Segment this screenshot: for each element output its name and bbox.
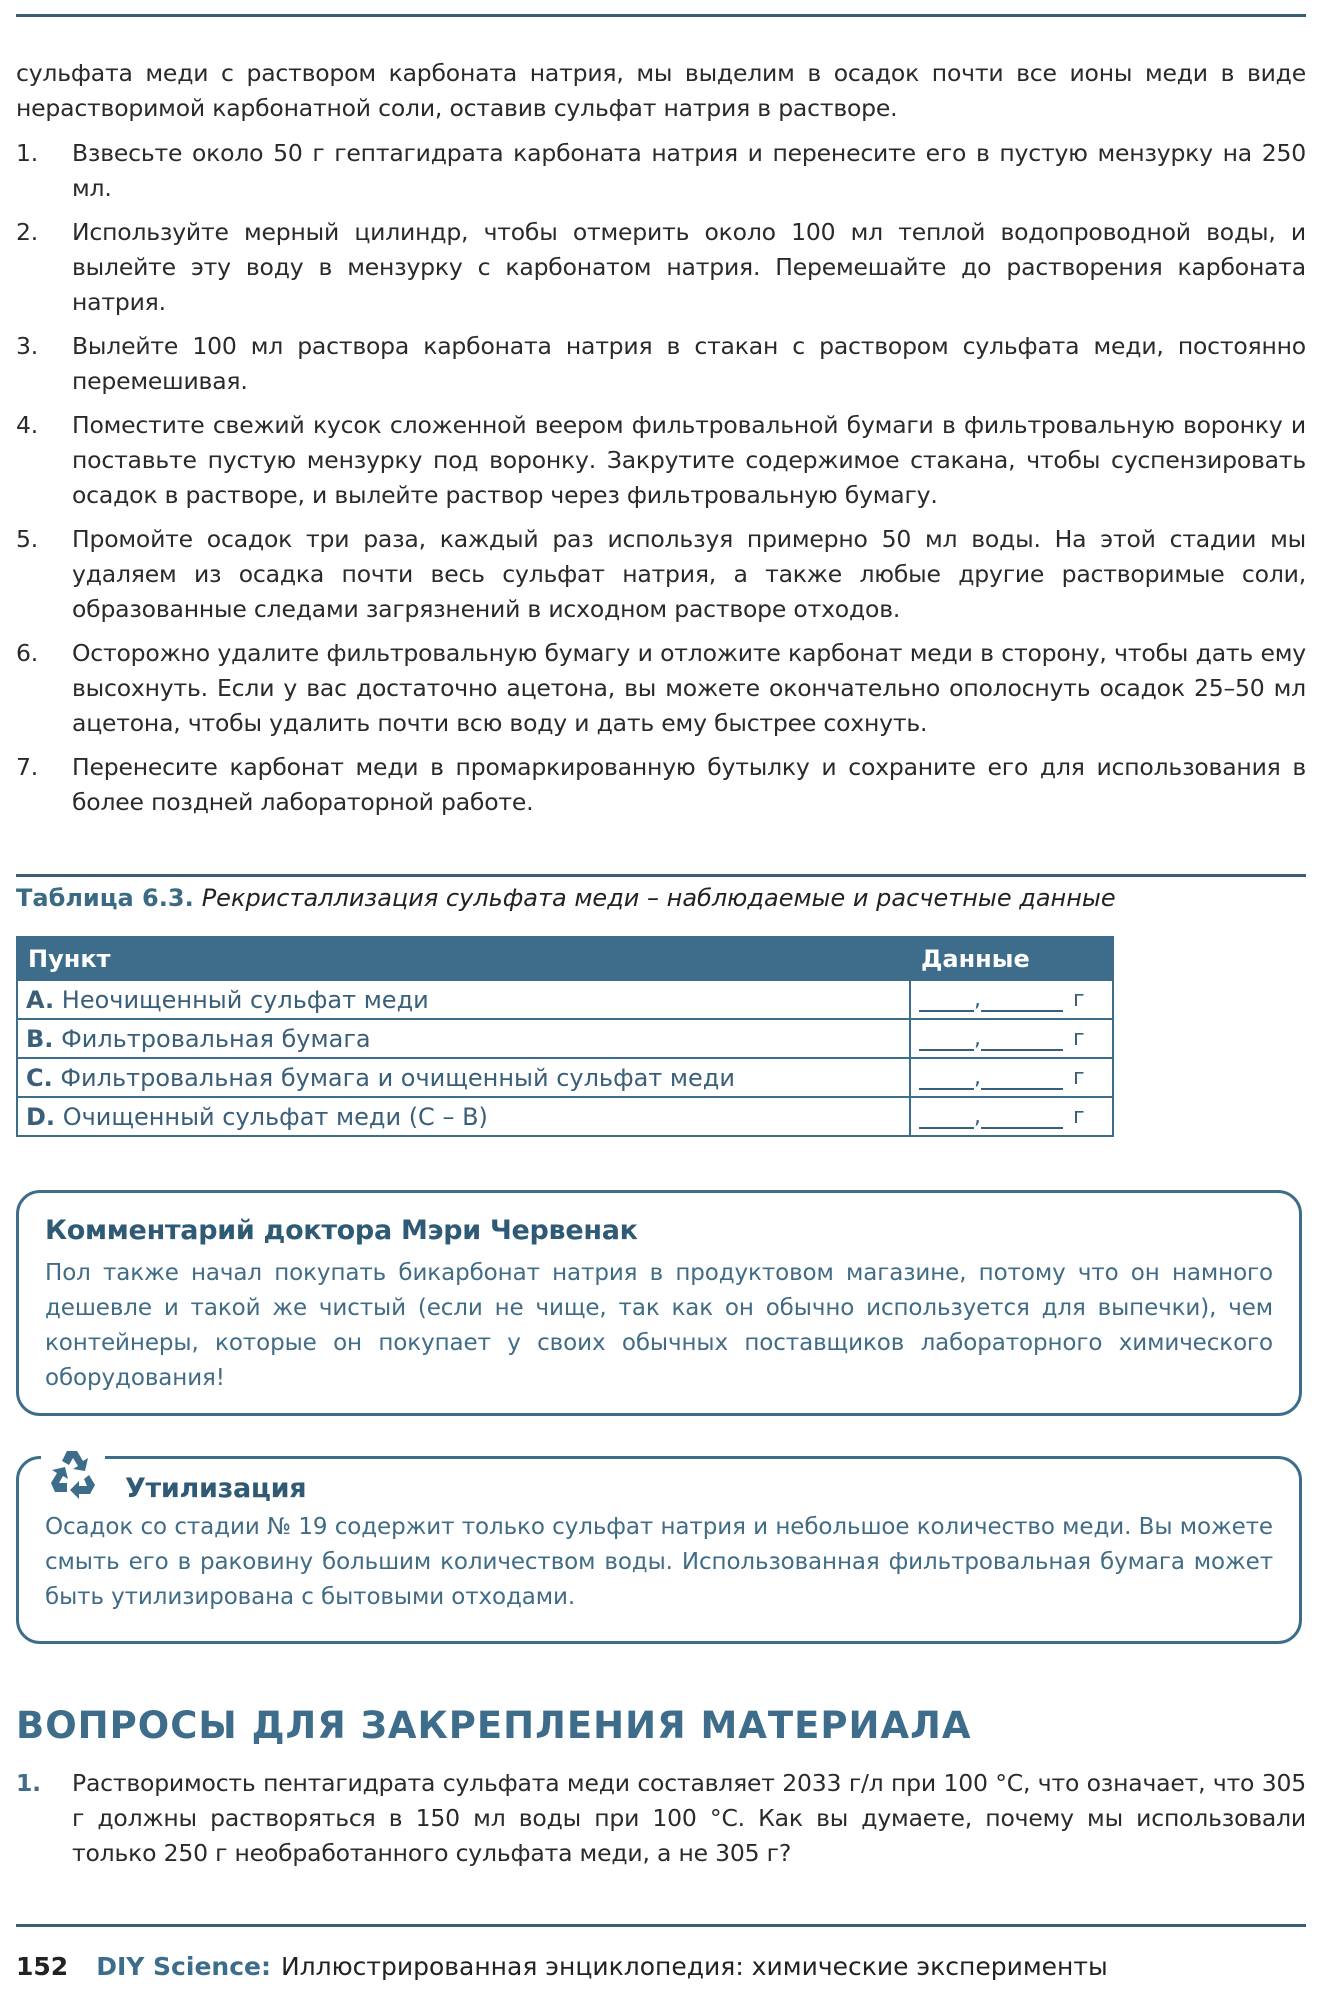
- table-row: [17, 1058, 1113, 1097]
- row-letter: B.: [26, 1024, 54, 1053]
- row-letter: C.: [26, 1063, 53, 1092]
- row-letter: A.: [26, 985, 55, 1014]
- column-header-data: Данные: [910, 937, 1113, 980]
- step-item: [16, 215, 1306, 320]
- table-header-row: [17, 937, 1113, 980]
- step-text: Осторожно удалите фильтровальную бумагу и отложите карбонат меди в сторону, чтобы дать ему высохнуть. Если у вас достаточно ацетона, вы можете окончательно ополоснуть осадок 25–50 мл ацетона, чтобы удалить почти всю воду и дать ему быстрее сохнуть.: [72, 639, 1306, 737]
- item-cell: [17, 1058, 910, 1097]
- table-caption: [16, 884, 1116, 912]
- unit-label: г: [1073, 1104, 1085, 1129]
- page-number: 152: [16, 1952, 69, 1981]
- step-text: Вылейте 100 мл раствора карбоната натрия в стакан с раствором сульфата меди, постоянно перемешивая.: [72, 332, 1306, 395]
- decimal-separator: ,: [974, 1104, 981, 1129]
- data-cell[interactable]: [910, 980, 1113, 1019]
- integer-blank[interactable]: [919, 1109, 974, 1129]
- question-number: 1.: [16, 1769, 41, 1797]
- unit-label: г: [1073, 1026, 1085, 1051]
- disposal-text: Осадок со стадии № 19 содержит только сульфат натрия и небольшое количество меди. Вы можете смыть его в раковину большим количеством воды. Использованная фильтровальная бумага может быть утилизирована с бытовыми отходами.: [45, 1514, 1273, 1610]
- fraction-blank[interactable]: [981, 1070, 1063, 1090]
- fraction-blank[interactable]: [981, 1031, 1063, 1051]
- question-text: Растворимость пентагидрата сульфата меди составляет 2033 г/л при 100 °C, что означает, что 305 г должны растворяться в 150 мл воды при 100 °C. Как вы думаете, почему мы использовали только 250 г необработанного сульфата меди, а не 305 г?: [72, 1769, 1306, 1867]
- step-item: [16, 636, 1306, 741]
- table-caption-title: Рекристаллизация сульфата меди – наблюдаемые и расчетные данные: [201, 884, 1116, 912]
- disposal-title-row: [45, 1473, 1273, 1504]
- page-footer: [16, 1952, 1108, 1981]
- step-number: 6.: [16, 639, 39, 667]
- table-row: [17, 1097, 1113, 1136]
- item-cell: [17, 1019, 910, 1058]
- row-item: Фильтровальная бумага: [61, 1024, 371, 1053]
- step-item: [16, 522, 1306, 627]
- step-number: 3.: [16, 332, 39, 360]
- data-cell[interactable]: [910, 1019, 1113, 1058]
- step-item: [16, 329, 1306, 399]
- question-item: [16, 1766, 1306, 1871]
- row-item: Неочищенный сульфат меди: [61, 985, 429, 1014]
- step-text: Взвесьте около 50 г гептагидрата карбоната натрия и перенесите его в пустую мензурку на 250 мл.: [72, 139, 1306, 202]
- table-caption-label: Таблица 6.3.: [16, 884, 194, 912]
- decimal-separator: ,: [974, 1065, 981, 1090]
- step-text: Промойте осадок три раза, каждый раз используя примерно 50 мл воды. На этой стадии мы удаляем из осадка почти весь сульфат натрия, а также любые другие растворимые соли, образованные следами загрязнений в исходном растворе отходов.: [72, 525, 1306, 623]
- step-text: Поместите свежий кусок сложенной веером фильтровальной бумаги в фильтровальную воронку и поставьте пустую мензурку под воронку. Закрутите содержимое стакана, чтобы суспензировать осадок в растворе, и вылейте раствор через фильтровальную бумагу.: [72, 411, 1306, 509]
- recycle-icon: [41, 1445, 105, 1509]
- step-item: [16, 750, 1306, 820]
- integer-blank[interactable]: [919, 992, 974, 1012]
- table-top-rule: [16, 874, 1306, 877]
- table-row: [17, 1019, 1113, 1058]
- book-subtitle: Иллюстрированная энциклопедия: химические эксперименты: [280, 1952, 1108, 1981]
- step-number: 1.: [16, 139, 39, 167]
- step-number: 5.: [16, 525, 39, 553]
- disposal-title: Утилизация: [125, 1473, 307, 1504]
- step-item: [16, 136, 1306, 206]
- data-table: [16, 936, 1114, 1137]
- intro-paragraph: сульфата меди с раствором карбоната натрия, мы выделим в осадок почти все ионы меди в виде нерастворимой карбонатной соли, оставив сульфат натрия в растворе.: [16, 59, 1306, 122]
- step-number: 4.: [16, 411, 39, 439]
- step-number: 2.: [16, 218, 39, 246]
- item-cell: [17, 1097, 910, 1136]
- step-number: 7.: [16, 753, 39, 781]
- top-rule: [16, 14, 1306, 17]
- data-cell[interactable]: [910, 1058, 1113, 1097]
- unit-label: г: [1073, 1065, 1085, 1090]
- row-letter: D.: [26, 1102, 56, 1131]
- book-brand: DIY Science:: [96, 1952, 271, 1981]
- section-heading: ВОПРОСЫ ДЛЯ ЗАКРЕПЛЕНИЯ МАТЕРИАЛА: [16, 1704, 972, 1747]
- fraction-blank[interactable]: [981, 1109, 1063, 1129]
- integer-blank[interactable]: [919, 1031, 974, 1051]
- decimal-separator: ,: [974, 1026, 981, 1051]
- footer-rule: [16, 1924, 1306, 1927]
- step-text: Перенесите карбонат меди в промаркированную бутылку и сохраните его для использования в более поздней лабораторной работе.: [72, 753, 1306, 816]
- step-text: Используйте мерный цилиндр, чтобы отмерить около 100 мл теплой водопроводной воды, и вылейте эту воду в мензурку с карбонатом натрия. Перемешайте до растворения карбоната натрия.: [72, 218, 1306, 316]
- decimal-separator: ,: [974, 987, 981, 1012]
- questions-list: [16, 1766, 1306, 1871]
- integer-blank[interactable]: [919, 1070, 974, 1090]
- comment-box: [16, 1190, 1302, 1416]
- table-row: [17, 980, 1113, 1019]
- step-item: [16, 408, 1306, 513]
- fraction-blank[interactable]: [981, 992, 1063, 1012]
- row-item: Фильтровальная бумага и очищенный сульфат меди: [60, 1063, 735, 1092]
- comment-text: Пол также начал покупать бикарбонат натрия в продуктовом магазине, потому что он намного дешевле и такой же чистый (если не чище, так как он обычно используется для выпечки), чем контейнеры, которые он покупает у своих обычных поставщиков лабораторного химического оборудования!: [45, 1260, 1273, 1391]
- row-item: Очищенный сульфат меди (C – B): [62, 1102, 488, 1131]
- item-cell: [17, 980, 910, 1019]
- comment-title: Комментарий доктора Мэри Червенак: [45, 1215, 638, 1246]
- unit-label: г: [1073, 987, 1085, 1012]
- data-cell[interactable]: [910, 1097, 1113, 1136]
- column-header-item: Пункт: [17, 937, 910, 980]
- disposal-box: [16, 1456, 1302, 1644]
- procedure-steps: [16, 136, 1306, 829]
